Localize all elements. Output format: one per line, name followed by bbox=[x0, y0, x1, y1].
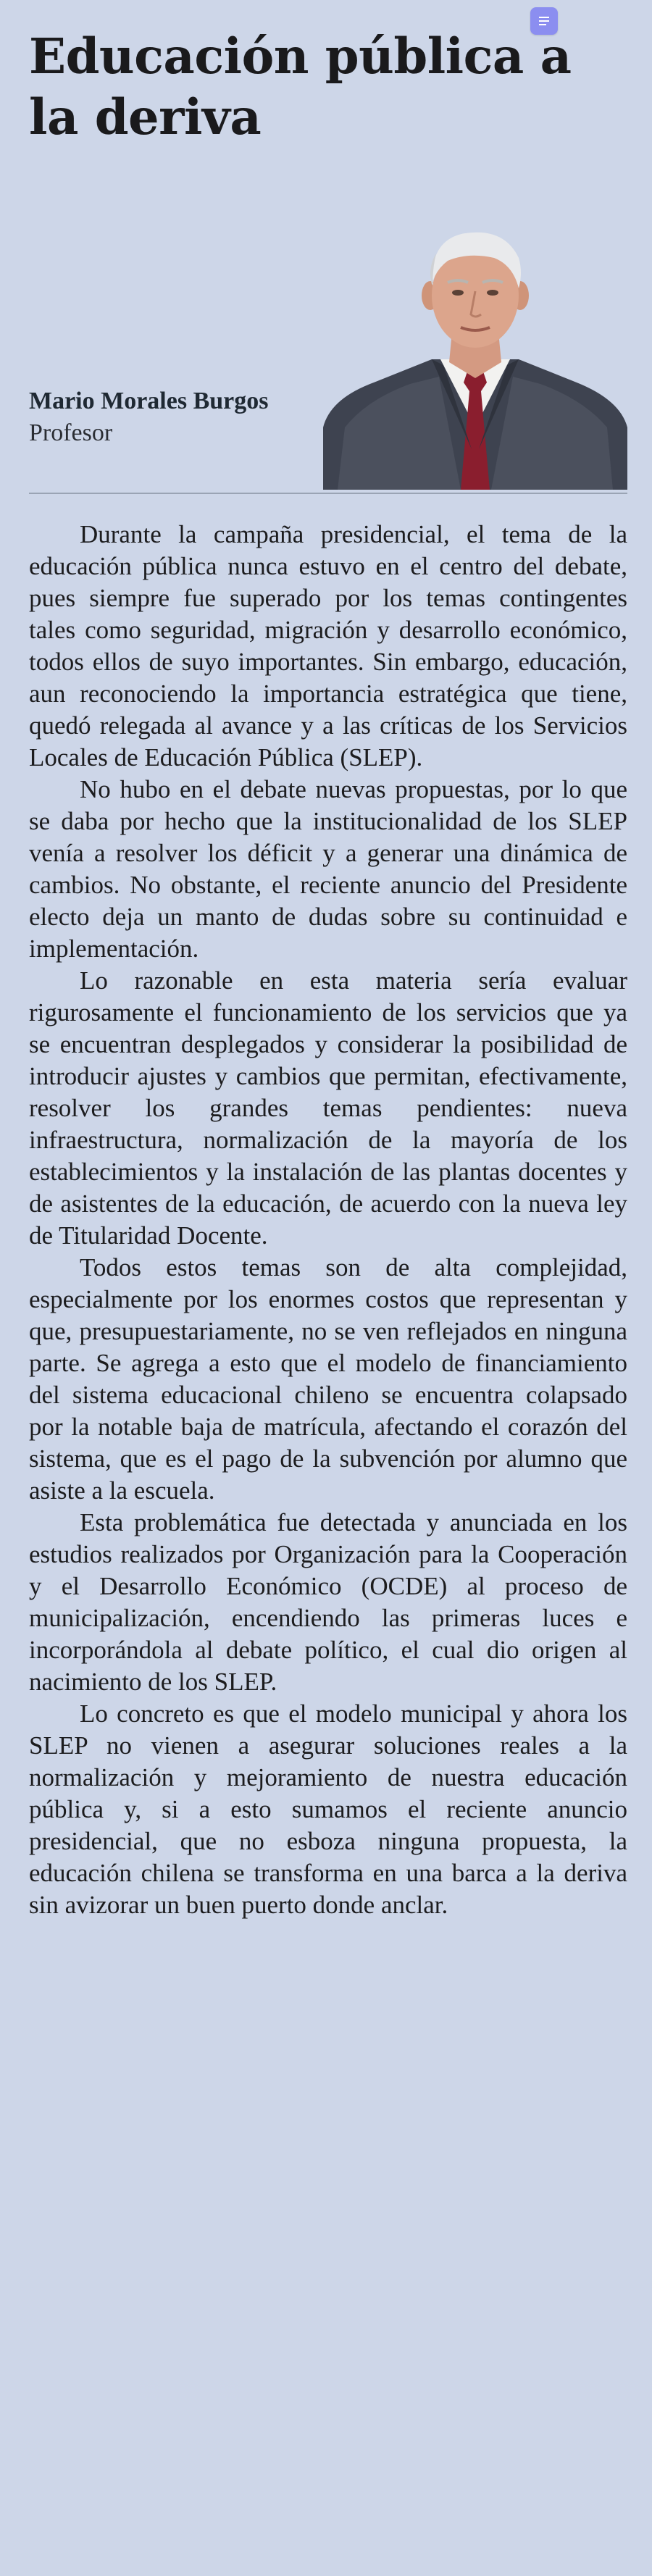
article-body bbox=[29, 519, 627, 1921]
note-lines-icon bbox=[538, 15, 551, 27]
author-portrait bbox=[323, 210, 627, 490]
article-paragraph: Todos estos temas son de alta complejidad, especialmente por los enormes costos que representan y que, presupuestariamente, no se ven reflejados en ninguna parte. Se agrega a esto que el modelo de financiamiento del sistema educacional chileno se encuentra colapsado por la notable baja de matrícula, afectando el corazón del sistema, que es el pago de la subvención por alumno que asiste a la escuela. bbox=[29, 1253, 627, 1505]
article-paragraph: Lo concreto es que el modelo municipal y ahora los SLEP no vienen a asegurar soluciones reales a la normalización y mejoramiento de nuestra educación pública y, si a esto sumamos el reciente anuncio presidencial, que no esboza ninguna propuesta, la educación chilena se transforma en una barca a la deriva sin avizorar un buen puerto donde anclar. bbox=[29, 1699, 627, 1919]
article-title: Educación pública a la deriva bbox=[29, 28, 572, 146]
byline bbox=[29, 385, 333, 449]
divider bbox=[29, 493, 627, 494]
article-paragraph: No hubo en el debate nuevas propuestas, por lo que se daba por hecho que la institucionalidad de los SLEP venía a resolver los déficit y a generar una dinámica de cambios. No obstante, el reciente anuncio del Presidente electo deja un manto de dudas sobre su continuidad e implementación. bbox=[29, 775, 627, 963]
article-paragraph: Durante la campaña presidencial, el tema de la educación pública nunca estuvo en el centro del debate, pues siempre fue superado por los temas contingentes tales como seguridad, migración y desarrollo económico, todos ellos de suyo importantes. Sin embargo, educación, aun reconociendo la importancia estratégica que tiene, quedó relegada al avance y a las críticas de los Servicios Locales de Educación Pública (SLEP). bbox=[29, 520, 627, 771]
author-name: Mario Morales Burgos bbox=[29, 388, 269, 414]
author-role: Profesor bbox=[29, 419, 113, 446]
article-paragraph: Lo razonable en esta materia sería evaluar rigurosamente el funcionamiento de los servicios que ya se encuentran desplegados y considerar la posibilidad de introducir ajustes y cambios que permitan, efectivamente, resolver los grandes temas pendientes: nueva infraestructura, normalización de la mayoría de los establecimientos y la instalación de las plantas docentes y de asistentes de la educación, de acuerdo con la nueva ley de Titularidad Docente. bbox=[29, 966, 627, 1250]
article-paragraph: Esta problemática fue detectada y anunciada en los estudios realizados por Organización para la Cooperación y el Desarrollo Económico (OCDE) al proceso de municipalización, encendiendo las primeras luces e incorporándola al debate político, el cual dio origen al nacimiento de los SLEP. bbox=[29, 1508, 627, 1696]
